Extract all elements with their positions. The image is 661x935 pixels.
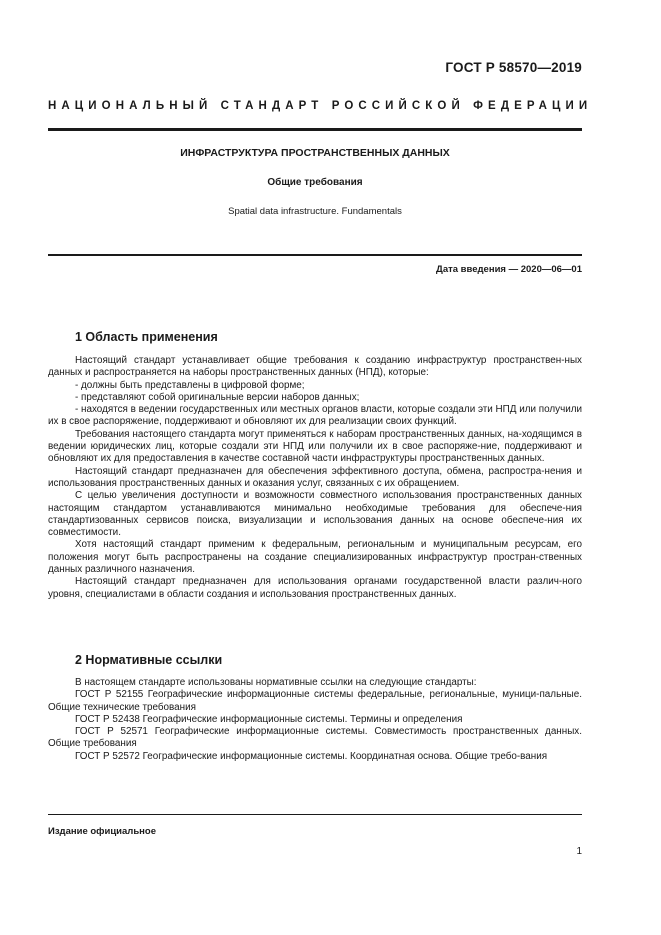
section-2-body (48, 677, 582, 763)
paragraph: Настоящий стандарт предназначен для использования органами государственной власти различ-ного уровня, специалистами в области создания и использования пространственных данных. (48, 576, 582, 600)
document-title: ИНФРАСТРУКТУРА ПРОСТРАНСТВЕННЫХ ДАННЫХ (180, 147, 450, 159)
list-item: - должны быть представлены в цифровой форме; (75, 379, 305, 391)
paragraph: В настоящем стандарте использованы нормативные ссылки на следующие стандарты: (75, 677, 477, 688)
reference-item: ГОСТ Р 52571 Географические информационные системы. Совместимость пространственных данных. Общие требования (48, 726, 582, 750)
document-subtitle: Общие требования (267, 177, 363, 188)
footer-rule (48, 814, 582, 815)
title-rule (48, 254, 582, 256)
reference-item: ГОСТ Р 52572 Географические информационные системы. Координатная основа. Общие требо-вания (75, 750, 548, 762)
reference-item: ГОСТ Р 52155 Географические информационные системы федеральные, региональные, муници-пальные. Общие технические требования (48, 689, 582, 713)
section-1-body (48, 355, 582, 601)
reference-item: ГОСТ Р 52438 Географические информационные системы. Термины и определения (75, 713, 463, 725)
section-2-heading: 2 Нормативные ссылки (75, 653, 223, 667)
english-title: Spatial data infrastructure. Fundamentals (228, 206, 402, 217)
paragraph: С целью увеличения доступности и возможности совместного использования пространственных данных настоящим стандартом устанавливаются минимально необходимые требования для обеспече-ния стандартизованных сервисов поиска, визуализации и использования данных на основе обеспече-ния их совместимости. (48, 490, 582, 539)
national-standard-banner: НАЦИОНАЛЬНЫЙ СТАНДАРТ РОССИЙСКОЙ ФЕДЕРАЦИИ (48, 100, 593, 112)
paragraph: Настоящий стандарт устанавливает общие требования к созданию инфраструктур пространствен-ных данных и распространяется на наборы пространственных данных (НПД), которые: (48, 355, 582, 379)
page-number: 1 (576, 846, 582, 857)
introduction-date: Дата введения — 2020—06—01 (436, 264, 582, 275)
paragraph: Настоящий стандарт предназначен для обеспечения эффективного доступа, обмена, распростра-нения и использования пространственных данных и оказания услуг, связанных с их обращением. (48, 465, 582, 489)
list-item: - представляют собой оригинальные версии наборов данных; (75, 391, 360, 403)
section-1-heading: 1 Область применения (75, 330, 218, 344)
document-number: ГОСТ Р 58570—2019 (445, 60, 582, 75)
paragraph: Хотя настоящий стандарт применим к федеральным, региональным и муниципальным ресурсам, его положения могут быть распространены на создание специализированных инфраструктур простран-ственных данных различного назначения. (48, 539, 582, 576)
header-rule (48, 128, 582, 131)
official-edition-label: Издание официальное (48, 826, 156, 837)
paragraph: Требования настоящего стандарта могут применяться к наборам пространственных данных, на-ходящимся в ведении юридических лиц, которые создали эти НПД или получили их в свое распоряже-ние, поддерживают и обновляют их для предоставления в качестве составной части инфраструктуры пространственных данных. (48, 428, 582, 465)
list-item: - находятся в ведении государственных или местных органов власти, которые создали эти НПД или получили их в свое распоряжение, поддерживают и обновляют их для реализации своих функций. (48, 404, 583, 428)
